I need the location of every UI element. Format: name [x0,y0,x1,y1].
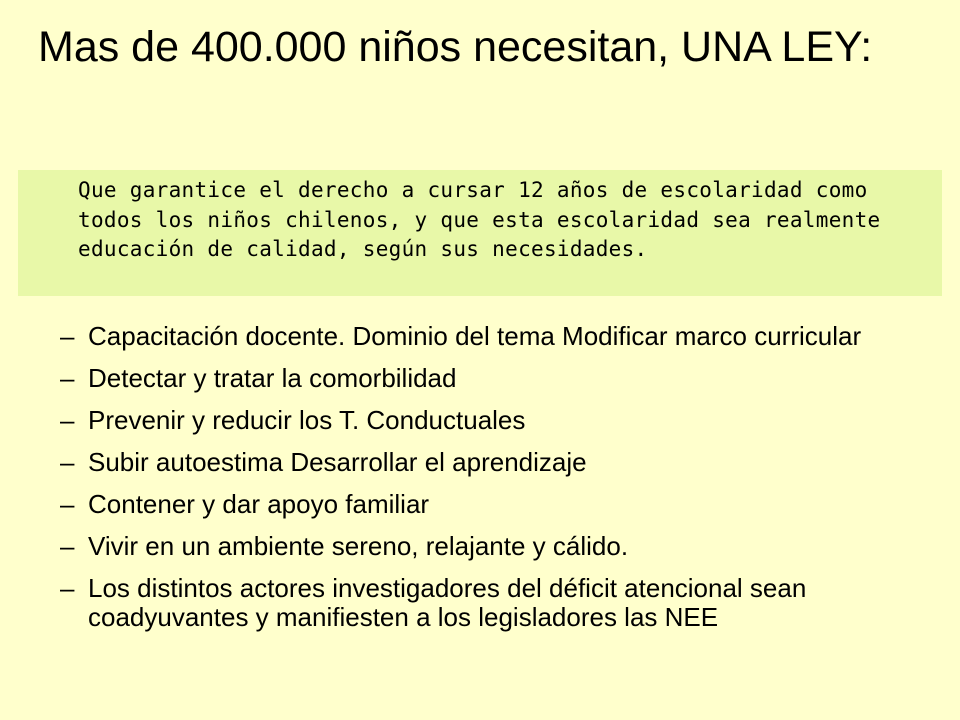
bullet-text: Capacitación docente. Dominio del tema Modificar marco curricular [88,321,862,351]
highlight-text: Que garantice el derecho a cursar 12 años de escolaridad como todos los niños chilenos, y que esta escolaridad sea realmente educación de calidad, según sus necesidades. [78,178,881,261]
bullet-dash: – [60,405,75,435]
bullet-item [60,574,950,632]
bullet-text: Subir autoestima Desarrollar el aprendizaje [88,447,587,477]
bullet-item [60,490,950,519]
bullet-text: Prevenir y reducir los T. Conductuales [88,405,526,435]
bullet-list [60,322,950,645]
bullet-text: Los distintos actores investigadores del déficit atencional sean coadyuvantes y manifiesten a los legisladores las NEE [88,573,807,632]
bullet-item [60,322,950,351]
bullet-dash: – [60,363,75,393]
bullet-text: Detectar y tratar la comorbilidad [88,363,457,393]
highlight-box [18,170,942,296]
bullet-dash: – [60,531,75,561]
bullet-dash: – [60,573,75,603]
bullet-item [60,406,950,435]
bullet-dash: – [60,447,75,477]
bullet-text: Contener y dar apoyo familiar [88,489,430,519]
bullet-item [60,448,950,477]
bullet-dash: – [60,489,75,519]
bullet-item [60,532,950,561]
slide-title: Mas de 400.000 niños necesitan, UNA LEY: [38,23,873,71]
bullet-dash: – [60,321,75,351]
bullet-item [60,364,950,393]
bullet-text: Vivir en un ambiente sereno, relajante y cálido. [88,531,629,561]
